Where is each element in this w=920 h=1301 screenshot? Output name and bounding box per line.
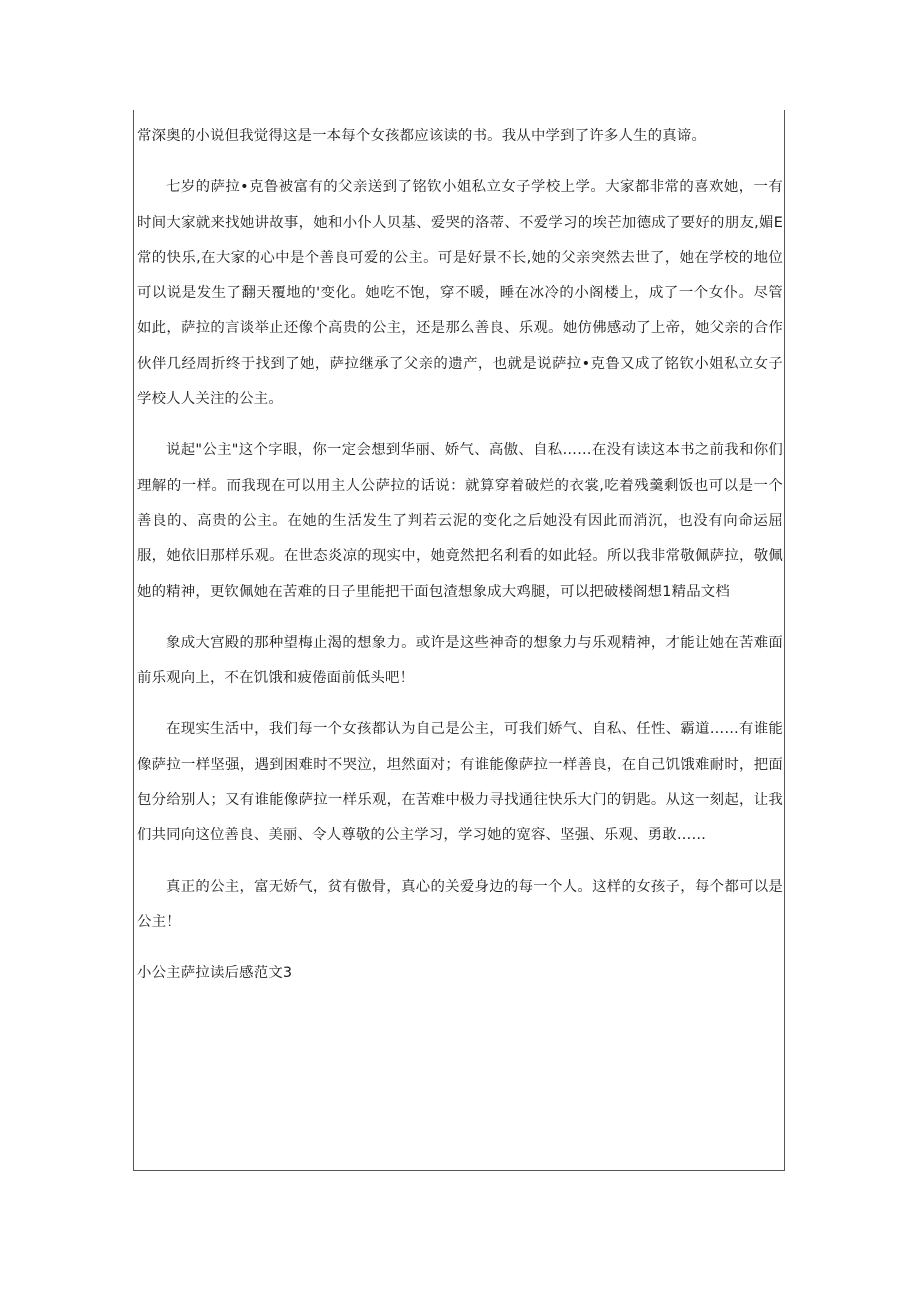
next-essay-heading: 小公主萨拉读后感范文3 [137,965,293,982]
document-body [137,119,783,992]
paragraph-reality: 在现实生活中，我们每一个女孩都认为自己是公主，可我们娇气、自私、任性、霸道……有谁能像萨拉一样坚强，遇到困难时不哭泣，坦然面对；有谁能像萨拉一样善良，在自己饥饿难耐时，把面包分给别人；又有谁能像萨拉一样乐观，在苦难中极力寻找通往快乐大门的钥匙。从这一刻起，让我们共同向这位善良、美丽、令人尊敬的公主学习，学习她的宽容、坚强、乐观、勇敢…… [137,721,783,844]
paragraph-imagination: 象成大宫殿的那种望梅止渴的想象力。或许是这些神奇的想象力与乐观精神，才能让她在苦难面前乐观向上，不在饥饿和疲倦面前低头吧！ [137,634,783,687]
paragraph-continuation: 常深奥的小说但我觉得这是一本每个女孩都应该读的书。我从中学到了许多人生的真谛。 [137,128,707,144]
paragraph-summary: 七岁的萨拉•克鲁被富有的父亲送到了铭钦小姐私立女子学校上学。大家都非常的喜欢她，一有时间大家就来找她讲故事，她和小仆人贝基、爱哭的洛蒂、不爱学习的埃芒加德成了要好的朋友,媚E常的快乐,在大家的心中是个善良可爱的公主。可是好景不长,她的父亲突然去世了，她在学校的地位可以说是发生了翻天覆地的'变化。她吃不饱，穿不暖，睡在冰冷的小阁楼上，成了一个女仆。尽管如此，萨拉的言谈举止还像个高贵的公主，还是那么善良、乐观。她仿佛感动了上帝，她父亲的合作伙伴几经周折终于找到了她，萨拉继承了父亲的遗产，也就是说萨拉•克鲁又成了铭钦小姐私立女子学校人人关注的公主。 [137,179,783,408]
paragraph-princess: 说起"公主"这个字眼，你一定会想到华丽、娇气、高傲、自私……在没有读这本书之前我和你们理解的一样。而我现在可以用主人公萨拉的话说：就算穿着破烂的衣裳,吃着残羹剩饭也可以是一个善良的、高贵的公主。在她的生活发生了判若云泥的变化之后她没有因此而消沉，也没有向命运屈服，她依旧那样乐观。在世态炎凉的现实中，她竟然把名利看的如此轻。所以我非常敬佩萨拉，敬佩她的精神，更钦佩她在苦难的日子里能把干面包渣想象成大鸡腿，可以把破楼阁想1精品文档 [137,442,783,600]
paragraph-conclusion: 真正的公主，富无娇气，贫有傲骨，真心的关爱身边的每一个人。这样的女孩子，每个都可以是公主！ [137,878,783,930]
